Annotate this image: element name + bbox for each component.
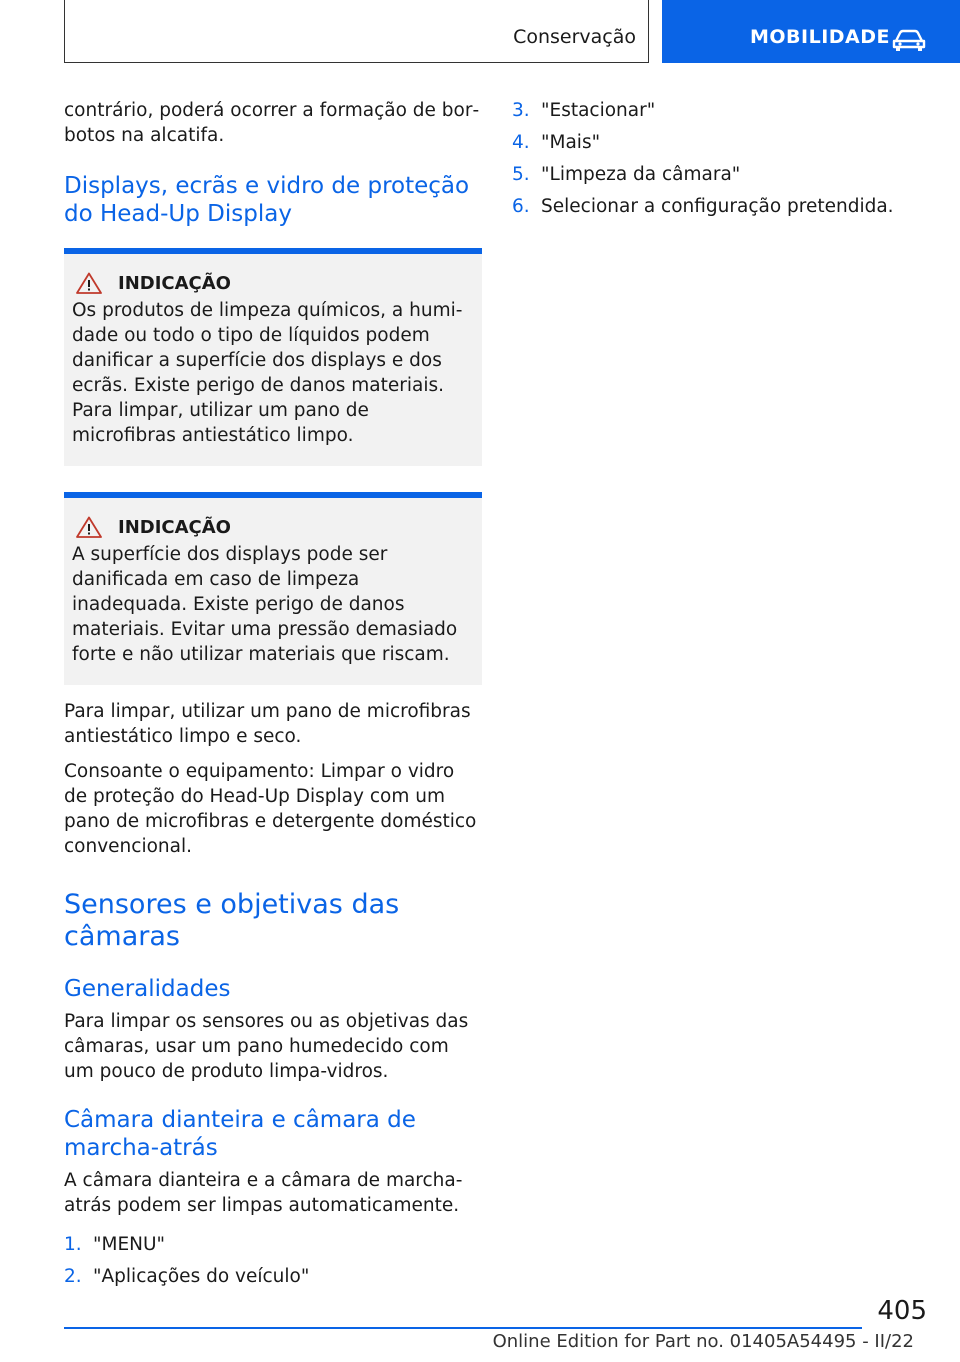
list-item bbox=[64, 1232, 482, 1257]
paragraph: Consoante o equipamento: Limpar o vidro de proteção do Head-Up Display com um pano de microfibras e detergente doméstico convencional. bbox=[64, 761, 477, 857]
step-text: "Limpeza da câmara" bbox=[541, 164, 741, 185]
footer-edition: Online Edition for Part no. 01405A54495 - II/22 bbox=[492, 1331, 914, 1352]
notice-title: INDICAÇÃO bbox=[118, 516, 231, 538]
steps-list bbox=[64, 1232, 482, 1289]
page-number: 405 bbox=[877, 1296, 927, 1326]
heading-cameras: Câmara dianteira e câmara de marcha-atrás bbox=[64, 1107, 416, 1161]
step-number: 3. bbox=[512, 100, 530, 121]
heading-sensors: Sensores e objetivas das câmaras bbox=[64, 889, 400, 952]
step-text: "Estacionar" bbox=[541, 100, 656, 121]
list-item bbox=[512, 98, 912, 123]
steps-list bbox=[512, 98, 912, 219]
list-item bbox=[64, 1264, 482, 1289]
list-item bbox=[512, 194, 912, 219]
step-text: "Aplicações do veículo" bbox=[93, 1266, 310, 1287]
car-icon bbox=[892, 28, 926, 52]
notice-text: A superfície dos displays pode ser danificada em caso de limpeza inadequada. Existe perigo de danos materiais. Evitar uma pressão demasiado forte e não utilizar materiais que riscam. bbox=[72, 544, 458, 665]
warning-icon bbox=[76, 272, 102, 294]
paragraph: A câmara dianteira e a câmara de marcha-atrás podem ser limpas automaticamente. bbox=[64, 1170, 463, 1216]
list-item bbox=[512, 162, 912, 187]
step-number: 5. bbox=[512, 164, 530, 185]
list-item bbox=[512, 130, 912, 155]
notice-box bbox=[64, 248, 482, 466]
notice-box bbox=[64, 492, 482, 685]
chapter-label: MOBILIDADE bbox=[750, 26, 891, 48]
intro-text: contrário, poderá ocorrer a formação de borbotos na alcatifa. bbox=[64, 100, 480, 146]
chapter-tab[interactable] bbox=[662, 0, 960, 63]
footer-divider bbox=[64, 1327, 862, 1329]
warning-icon bbox=[76, 516, 102, 538]
left-column bbox=[64, 98, 482, 1296]
notice-text: Os produtos de limpeza químicos, a humidade ou todo o tipo de líquidos podem danificar a superfície dos displays e dos ecrãs. Existe perigo de danos materiais. Para limpar, utilizar um pano de microfibras antiestático limpo. bbox=[72, 300, 463, 446]
paragraph: Para limpar, utilizar um pano de microfibras antiestático limpo e seco. bbox=[64, 701, 471, 747]
notice-title: INDICAÇÃO bbox=[118, 272, 231, 294]
step-text: "MENU" bbox=[93, 1234, 166, 1255]
section-title: Conservação bbox=[513, 26, 636, 48]
heading-general: Generalidades bbox=[64, 976, 231, 1002]
heading-displays: Displays, ecrãs e vidro de proteção do Head-Up Display bbox=[64, 173, 470, 227]
step-number: 4. bbox=[512, 132, 530, 153]
right-column bbox=[512, 98, 912, 226]
step-text: "Mais" bbox=[541, 132, 601, 153]
step-number: 1. bbox=[64, 1234, 82, 1255]
step-number: 6. bbox=[512, 196, 530, 217]
paragraph: Para limpar os sensores ou as objetivas das câmaras, usar um pano humedecido com um pouco de produto limpa-vidros. bbox=[64, 1011, 469, 1082]
step-number: 2. bbox=[64, 1266, 82, 1287]
step-text: Selecionar a configuração pretendida. bbox=[541, 196, 894, 217]
